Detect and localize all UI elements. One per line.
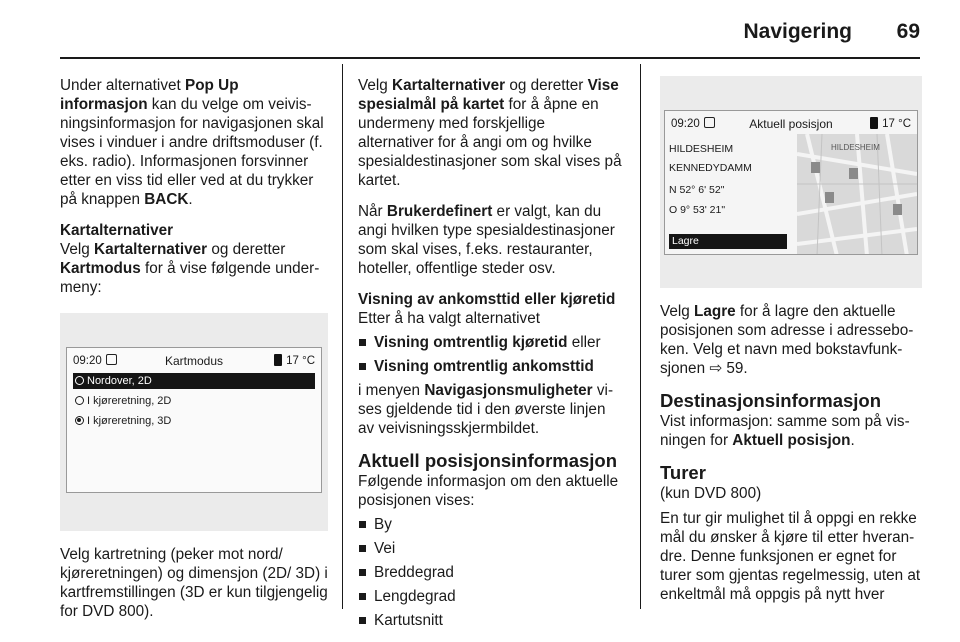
- column-1: [60, 76, 328, 633]
- paragraph: En tur gir mulighet til å oppgi en rekke mål du ønsker å kjøre til etter hverandre. Denne funksjonen er egnet for turer som gjentas regelmessig, uten at enkeltmål må oppgis på nytt hver: [660, 510, 921, 603]
- screen-title: Aktuell posisjon: [749, 117, 833, 131]
- list-item: Lengdegrad: [358, 587, 624, 606]
- list-item: Visning omtrentlig ankomsttid: [358, 357, 624, 376]
- phone-icon: [274, 354, 282, 366]
- city-value: HILDESHEIM: [669, 143, 734, 155]
- status-bar: 09:20 Aktuell posisjon 17 °C: [665, 111, 917, 133]
- paragraph: i menyen Navigasjonsmuligheter vises gjeldende tid i den øverste linjen av veivisningsskjermbildet.: [358, 382, 614, 437]
- list-item: By: [358, 515, 624, 534]
- paragraph: Vist informasjon: samme som på visningen for Aktuell posisjon.: [660, 413, 910, 449]
- list-item: Kartutsnitt: [358, 611, 624, 630]
- subtitle: (kun DVD 800): [660, 485, 762, 502]
- paragraph: Etter å ha valgt alternativet: [358, 310, 540, 327]
- aktuell-posisjon-screen: [664, 110, 918, 255]
- street-value: KENNEDYDAMM: [669, 162, 752, 174]
- paragraph: Velg Lagre for å lagre den aktuelle posisjonen som adresse i adresseboken. Velg et navn med bokstavfunksjonen ⇨ 59.: [660, 303, 914, 377]
- latitude-value: N 52° 6' 52": [669, 184, 725, 196]
- column-2: [358, 76, 624, 635]
- kartmodus-screen: [66, 347, 322, 493]
- section-title: Navigering: [743, 20, 852, 43]
- header-divider: [60, 57, 920, 59]
- longitude-value: O 9° 53' 21": [669, 204, 726, 216]
- page-ref-icon: ⇨: [709, 360, 727, 377]
- column-divider: [640, 64, 641, 609]
- paragraph: Følgende informasjon om den aktuelle posisjonen vises:: [358, 473, 619, 509]
- list-item: Breddegrad: [358, 563, 624, 582]
- option-heading-2d[interactable]: I kjøreretning, 2D: [73, 393, 315, 409]
- option-north-2d[interactable]: Nordover, 2D: [73, 373, 315, 389]
- option-heading-3d[interactable]: I kjøreretning, 3D: [73, 413, 315, 429]
- status-bar: 09:20 Kartmodus 17 °C: [67, 348, 321, 370]
- paragraph: Velg Kartalternativer og deretter Vise spesialmål på kartet for å åpne en undermeny med forskjellige alternativer for å angi om og hvilke spesialdestinasjoner som skal vises på kartet.: [358, 77, 622, 189]
- heading-kartalternativer: Kartalternativer: [60, 222, 174, 239]
- heading-turer: Turer: [660, 462, 706, 483]
- list-item: Vei: [358, 539, 624, 558]
- radio-icon: [75, 376, 84, 385]
- radio-icon: [75, 396, 84, 405]
- radio-selected-icon: [75, 416, 84, 425]
- save-button[interactable]: Lagre: [669, 234, 787, 249]
- paragraph: Når Brukerdefinert er valgt, kan du angi hvilken type spesialdestinasjoner som skal vises, f.eks. restauranter, hoteller, offentlige steder osv.: [358, 203, 615, 277]
- paragraph: Velg kartretning (peker mot nord/ kjøreretningen) og dimensjon (2D/ 3D) i kartfremstillingen (3D er kun tilgjengelig for DVD 800).: [60, 546, 328, 620]
- option-list: [358, 333, 624, 376]
- kartmodus-screenshot: [60, 313, 328, 531]
- paragraph: Velg Kartalternativer og deretter Kartmodus for å vise følgende undermeny:: [60, 241, 320, 296]
- heading-visning: Visning av ankomsttid eller kjøretid: [358, 291, 616, 308]
- map-view[interactable]: [797, 134, 917, 254]
- column-divider: [342, 64, 343, 609]
- list-item: Visning omtrentlig kjøretid eller: [358, 333, 624, 352]
- page-header: [0, 0, 960, 62]
- heading-destinasjon: Destinasjonsinformasjon: [660, 390, 882, 411]
- aktuell-posisjon-screenshot: [660, 76, 922, 288]
- screen-title: Kartmodus: [164, 354, 224, 368]
- paragraph: Under alternativet Pop Up informasjon kan du velge om veivisningsinformasjon for navigasjonen skal vises i vinduer i andre driftsmoduser (f. eks. radio). Informasjonen forsvinner etter en viss tid eller ved at du trykker på knappen BACK.: [60, 77, 324, 208]
- phone-icon: [870, 117, 878, 129]
- info-list: [358, 515, 624, 630]
- column-3: [660, 76, 922, 616]
- map-city-label: HILDESHEIM: [831, 143, 880, 152]
- heading-aktuell-posisjon: Aktuell posisjonsinformasjon: [358, 450, 618, 471]
- page-number: 69: [896, 20, 920, 43]
